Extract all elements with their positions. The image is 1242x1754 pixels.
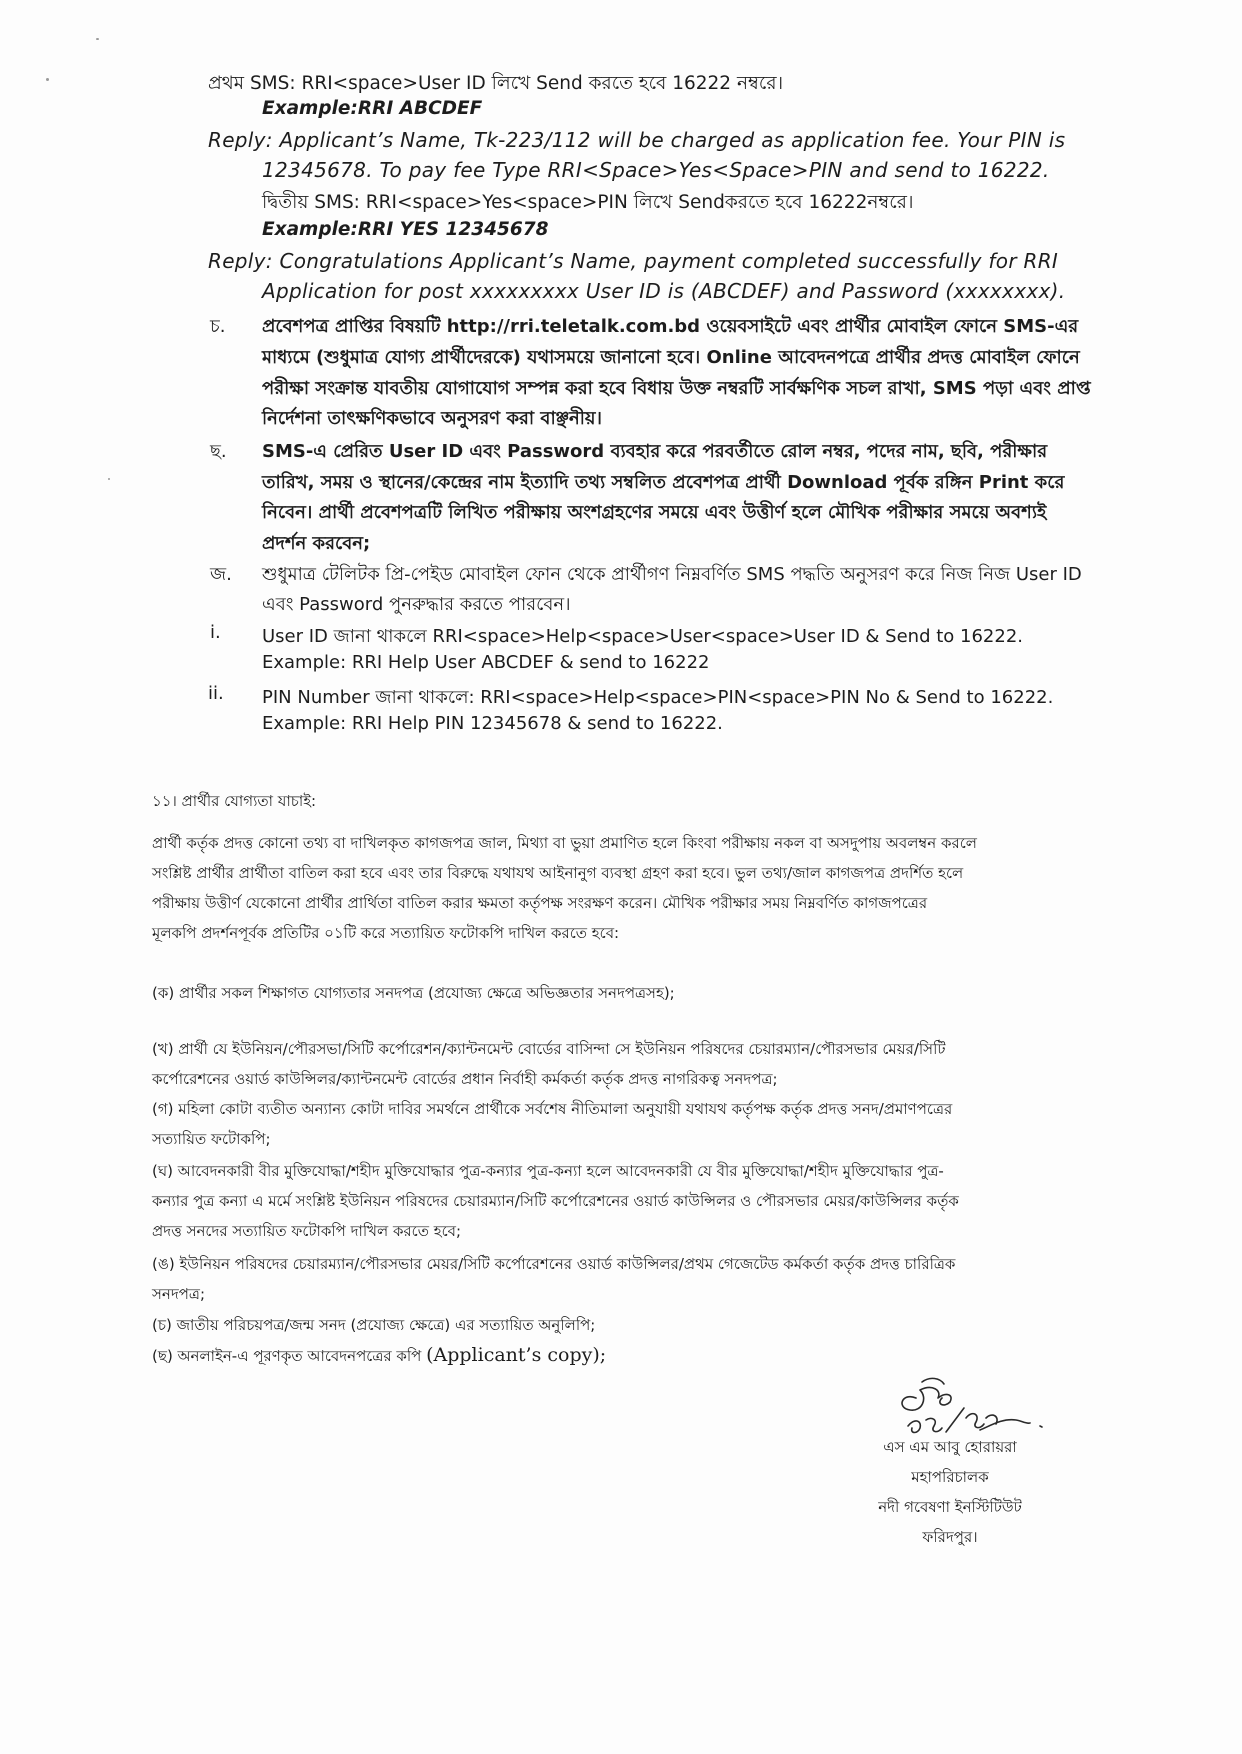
signatory-designation: মহাপরিচালক bbox=[911, 1468, 989, 1486]
reply-1-line-1: Reply: Applicant’s Name, Tk-223/112 will be charged as application fee. Your PIN is bbox=[208, 128, 1066, 152]
signatory-location: ফরিদপুর। bbox=[922, 1528, 978, 1546]
recovery-ii-label: ii. bbox=[208, 683, 224, 704]
scan-speck bbox=[46, 78, 49, 81]
item-chha-line: SMS-এ প্রেরিত User ID এবং Password ব্যবহার করে পরবর্তীতে রোল নম্বর, পদের নাম, ছবি, পরীক্ষার bbox=[262, 441, 1048, 462]
item-chha-line: নিবেন। প্রার্থী প্রবেশপত্রটি লিখিত পরীক্ষায় অংশগ্রহণের সময়ে এবং উত্তীর্ণ হলে মৌখিক পরীক্ষার সময়ে অবশ্যই bbox=[262, 502, 1047, 523]
doc-item-chha bbox=[152, 1344, 606, 1370]
doc-item-ga-cont: সত্যায়িত ফটোকপি; bbox=[152, 1130, 271, 1148]
item-chha-label: ছ. bbox=[210, 441, 227, 462]
reply-2-line-1: Reply: Congratulations Applicant’s Name, payment completed successfully for RRI bbox=[208, 249, 1059, 273]
item-ja-line: এবং Password পুনরুদ্ধার করতে পারবেন। bbox=[262, 594, 571, 615]
item-cha-line: মাধ্যমে (শুধুমাত্র যোগ্য প্রার্থীদেরকে) যথাসময়ে জানানো হবে। Online আবেদনপত্রে প্রার্থীর প্রদত্ত মোবাইল ফোনে bbox=[262, 347, 1080, 368]
doc-item-cha: (চ) জাতীয় পরিচয়পত্র/জন্ম সনদ (প্রযোজ্য ক্ষেত্রে) এর সত্যায়িত অনুলিপি; bbox=[152, 1316, 596, 1334]
scan-speck bbox=[96, 38, 99, 40]
section-11-para-line: মূলকপি প্রদর্শনপূর্বক প্রতিটির ০১টি করে সত্যায়িত ফটোকপি দাখিল করতে হবে: bbox=[152, 924, 620, 942]
recovery-ii-line-2: Example: RRI Help PIN 12345678 & send to 16222. bbox=[262, 713, 723, 734]
signatory-name: এস এম আবু হোরায়রা bbox=[883, 1438, 1017, 1456]
recovery-ii-line-1: PIN Number জানা থাকলে: RRI<space>Help<space>PIN<space>PIN No & Send to 16222. bbox=[262, 687, 1054, 708]
item-cha-line: পরীক্ষা সংক্রান্ত যাবতীয় যোগাযোগ সম্পন্ন করা হবে বিধায় উক্ত নম্বরটি সার্বক্ষণিক সচল রাখা, SMS পড়া এবং প্রাপ্ত bbox=[262, 378, 1091, 399]
recovery-i-line-2: Example: RRI Help User ABCDEF & send to 16222 bbox=[262, 652, 710, 673]
example-2: Example:RRI YES 12345678 bbox=[262, 219, 549, 240]
item-ja-line: শুধুমাত্র টেলিটক প্রি-পেইড মোবাইল ফোন থেকে প্রার্থীগণ নিম্নবর্ণিত SMS পদ্ধতি অনুসরণ করে নিজ নিজ User ID bbox=[262, 564, 1082, 585]
recovery-i-label: i. bbox=[210, 622, 221, 643]
doc-item-gha: (ঘ) আবেদনকারী বীর মুক্তিযোদ্ধা/শহীদ মুক্তিযোদ্ধার পুত্র-কন্যার পুত্র-কন্যা হলে আবেদনকারী যে বীর মুক্তিযোদ্ধা/শহীদ মুক্তিযোদ্ধার পুত্র- bbox=[152, 1162, 944, 1180]
reply-1-line-2: 12345678. To pay fee Type RRI<Space>Yes<Space>PIN and send to 16222. bbox=[262, 158, 1050, 182]
section-11-para-line: প্রার্থী কর্তৃক প্রদত্ত কোনো তথ্য বা দাখিলকৃত কাগজপত্র জাল, মিথ্যা বা ভুয়া প্রমাণিত হলে কিংবা পরীক্ষায় নকল বা অসদুপায় অবলম্বন করলে bbox=[152, 834, 977, 852]
scan-speck bbox=[108, 478, 110, 480]
doc-item-gha-cont: কন্যার পুত্র কন্যা এ মর্মে সংশ্লিষ্ট ইউনিয়ন পরিষদের চেয়ারম্যান/সিটি কর্পোরেশনের ওয়ার্ড কাউন্সিলর ও পৌরসভার মেয়র/কাউন্সিলর কর্তৃক bbox=[152, 1192, 959, 1210]
item-ja-label: জ. bbox=[210, 564, 232, 585]
doc-item-chha-english: (Applicant’s copy); bbox=[426, 1344, 607, 1366]
doc-item-ka: (ক) প্রার্থীর সকল শিক্ষাগত যোগ্যতার সনদপত্র (প্রযোজ্য ক্ষেত্রে অভিজ্ঞতার সনদপত্রসহ); bbox=[152, 984, 675, 1002]
example-1: Example:RRI ABCDEF bbox=[262, 98, 483, 119]
first-sms-instruction: প্রথম SMS: RRI<space>User ID লিখে Send করতে হবে 16222 নম্বরে। bbox=[208, 73, 784, 94]
second-sms-instruction: দ্বিতীয় SMS: RRI<space>Yes<space>PIN লিখে Sendকরতে হবে 16222নম্বরে। bbox=[262, 192, 914, 213]
doc-item-kha-cont: কর্পোরেশনের ওয়ার্ড কাউন্সিলর/ক্যান্টনমেন্ট বোর্ডের প্রধান নির্বাহী কর্মকর্তা কর্তৃক প্রদত্ত নাগরিকত্ব সনদপত্র; bbox=[152, 1070, 778, 1088]
signatory-institute: নদী গবেষণা ইনস্টিটিউট bbox=[878, 1498, 1022, 1516]
section-11-heading: ১১। প্রার্থীর যোগ্যতা যাচাই: bbox=[152, 792, 317, 810]
section-11-para-line: সংশ্লিষ্ট প্রার্থীর প্রার্থীতা বাতিল করা হবে এবং তার বিরুদ্ধে যথাযথ আইনানুগ ব্যবস্থা গ্রহণ করা হবে। ভুল তথ্য/জাল কাগজপত্র প্রদর্শিত হলে bbox=[152, 864, 964, 882]
item-chha-line: তারিখ, সময় ও স্থানের/কেন্দ্রের নাম ইত্যাদি তথ্য সম্বলিত প্রবেশপত্র প্রার্থী Download পূর্বক রঙ্গিন Print করে bbox=[262, 472, 1065, 493]
section-11-para-line: পরীক্ষায় উত্তীর্ণ যেকোনো প্রার্থীর প্রার্থিতা বাতিল করার ক্ষমতা কর্তৃপক্ষ সংরক্ষণ করেন। মৌখিক পরীক্ষার সময় নিম্নবর্ণিত কাগজপত্রের bbox=[152, 894, 928, 912]
doc-item-uma: (ঙ) ইউনিয়ন পরিষদের চেয়ারম্যান/পৌরসভার মেয়র/সিটি কর্পোরেশনের ওয়ার্ড কাউন্সিলর/প্রথম গেজেটেড কর্মকর্তা কর্তৃক প্রদত্ত চারিত্রিক bbox=[152, 1255, 956, 1273]
doc-item-uma-cont: সনদপত্র; bbox=[152, 1285, 205, 1303]
item-cha-line: প্রবেশপত্র প্রাপ্তির বিষয়টি http://rri.teletalk.com.bd ওয়েবসাইটে এবং প্রার্থীর মোবাইল ফোনে SMS-এর bbox=[262, 316, 1079, 337]
reply-2-line-2: Application for post xxxxxxxxx User ID is (ABCDEF) and Password (xxxxxxxx). bbox=[262, 279, 1066, 303]
item-cha-label: চ. bbox=[210, 316, 226, 337]
item-cha-line: নির্দেশনা তাৎক্ষণিকভাবে অনুসরণ করা বাঞ্ছনীয়। bbox=[262, 408, 602, 429]
item-chha-line: প্রদর্শন করবেন; bbox=[262, 533, 371, 554]
doc-item-chha-text: (ছ) অনলাইন-এ পূরণকৃত আবেদনপত্রের কপি bbox=[152, 1347, 427, 1365]
doc-item-ga: (গ) মহিলা কোটা ব্যতীত অন্যান্য কোটা দাবির সমর্থনে প্রার্থীকে সর্বশেষ নীতিমালা অনুযায়ী যথাযথ কর্তৃপক্ষ কর্তৃক প্রদত্ত সনদ/প্রমাণপত্রের bbox=[152, 1100, 953, 1118]
recovery-i-line-1: User ID জানা থাকলে RRI<space>Help<space>User<space>User ID & Send to 16222. bbox=[262, 626, 1024, 647]
doc-item-kha: (খ) প্রার্থী যে ইউনিয়ন/পৌরসভা/সিটি কর্পোরেশন/ক্যান্টনমেন্ট বোর্ডের বাসিন্দা সে ইউনিয়ন পরিষদের চেয়ারম্যান/পৌরসভার মেয়র/সিটি bbox=[152, 1040, 946, 1058]
doc-item-gha-cont: প্রদত্ত সনদের সত্যায়িত ফটোকপি দাখিল করতে হবে; bbox=[152, 1222, 462, 1240]
